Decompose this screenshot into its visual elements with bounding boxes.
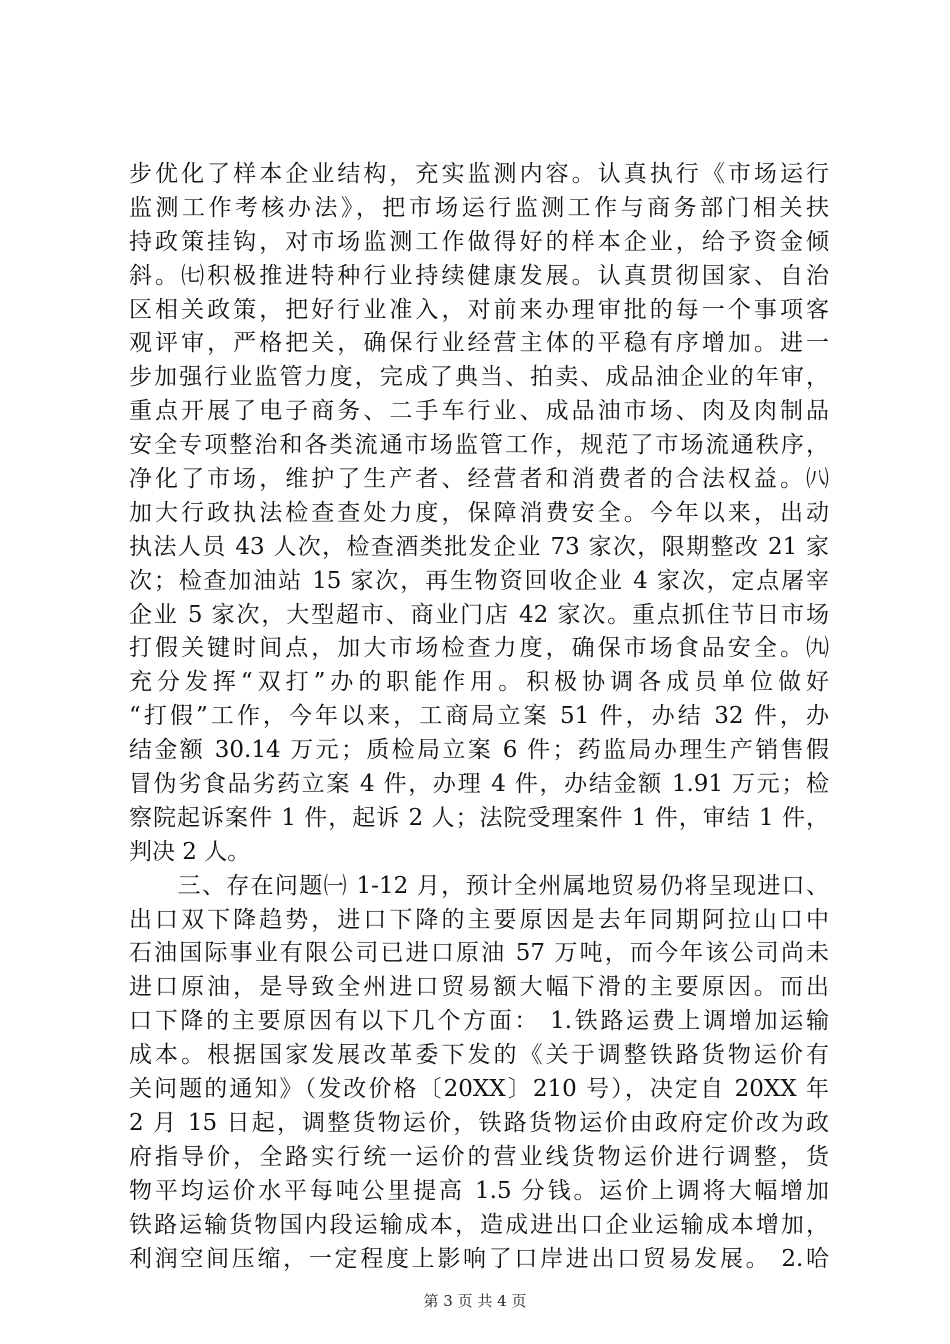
text-line: 企业 5 家次，大型超市、商业门店 42 家次。重点抓住节日市场	[129, 601, 829, 628]
text-line: 加大行政执法检查查处力度，保障消费安全。今年以来，出动	[129, 499, 829, 526]
text-line: 判决 2 人。	[129, 838, 251, 865]
text-line: 成本。根据国家发展改革委下发的《关于调整铁路货物运价有	[129, 1042, 829, 1069]
text-line: 进口原油，是导致全州进口贸易额大幅下滑的主要原因。而出	[129, 974, 829, 1001]
text-line: 充分发挥“双打”办的职能作用。积极协调各成员单位做好	[129, 669, 829, 696]
text-line: “打假”工作，今年以来，工商局立案 51 件，办结 32 件，办	[129, 703, 829, 730]
text-line: 观评审，严格把关，确保行业经营主体的平稳有序增加。进一	[129, 330, 829, 357]
text-line: 出口双下降趋势，进口下降的主要原因是去年同期阿拉山口中	[129, 906, 829, 933]
text-line: 步加强行业监管力度，完成了典当、拍卖、成品油企业的年审，	[129, 364, 829, 391]
document-body	[129, 158, 829, 1276]
text-line: 口下降的主要原因有以下几个方面： 1.铁路运费上调增加运输	[129, 1008, 829, 1035]
text-line: 察院起诉案件 1 件，起诉 2 人；法院受理案件 1 件，审结 1 件，	[129, 804, 829, 831]
text-line: 斜。㈦积极推进特种行业持续健康发展。认真贯彻国家、自治	[129, 262, 829, 289]
text-line: 三、存在问题㈠ 1-12 月，预计全州属地贸易仍将呈现进口、	[129, 872, 829, 899]
text-line: 安全专项整治和各类流通市场监管工作，规范了市场流通秩序，	[129, 432, 829, 459]
text-line: 铁路运输货物国内段运输成本，造成进出口企业运输成本增加，	[129, 1211, 829, 1238]
text-line: 监测工作考核办法》，把市场运行监测工作与商务部门相关扶	[129, 194, 829, 221]
page-number-footer: 第 3 页 共 4 页	[423, 1292, 527, 1310]
text-line: 打假关键时间点，加大市场检查力度，确保市场食品安全。㈨	[129, 635, 829, 662]
text-line: 利润空间压缩，一定程度上影响了口岸进出口贸易发展。 2.哈	[129, 1245, 829, 1272]
text-line: 重点开展了电子商务、二手车行业、成品油市场、肉及肉制品	[129, 398, 829, 425]
text-line: 2 月 15 日起，调整货物运价，铁路货物运价由政府定价改为政	[129, 1109, 829, 1136]
text-line: 物平均运价水平每吨公里提高 1.5 分钱。运价上调将大幅增加	[129, 1177, 829, 1204]
text-line: 石油国际事业有限公司已进口原油 57 万吨，而今年该公司尚未	[129, 940, 829, 967]
text-line: 关问题的通知》（发改价格〔20XX〕210 号），决定自 20XX 年	[129, 1076, 829, 1103]
text-line: 净化了市场，维护了生产者、经营者和消费者的合法权益。㈧	[129, 466, 829, 493]
text-line: 冒伪劣食品劣药立案 4 件，办理 4 件，办结金额 1.91 万元；检	[129, 771, 829, 798]
text-line: 结金额 30.14 万元；质检局立案 6 件；药监局办理生产销售假	[129, 737, 829, 764]
text-line: 步优化了样本企业结构，充实监测内容。认真执行《市场运行	[129, 161, 829, 187]
text-line: 持政策挂钩，对市场监测工作做得好的样本企业，给予资金倾	[129, 228, 829, 255]
text-line: 区相关政策，把好行业准入，对前来办理审批的每一个事项客	[129, 296, 829, 323]
text-line: 府指导价，全路实行统一运价的营业线货物运价进行调整，货	[129, 1143, 829, 1170]
text-line: 次；检查加油站 15 家次，再生物资回收企业 4 家次，定点屠宰	[129, 567, 829, 594]
text-line: 执法人员 43 人次，检查酒类批发企业 73 家次，限期整改 21 家	[129, 533, 829, 560]
